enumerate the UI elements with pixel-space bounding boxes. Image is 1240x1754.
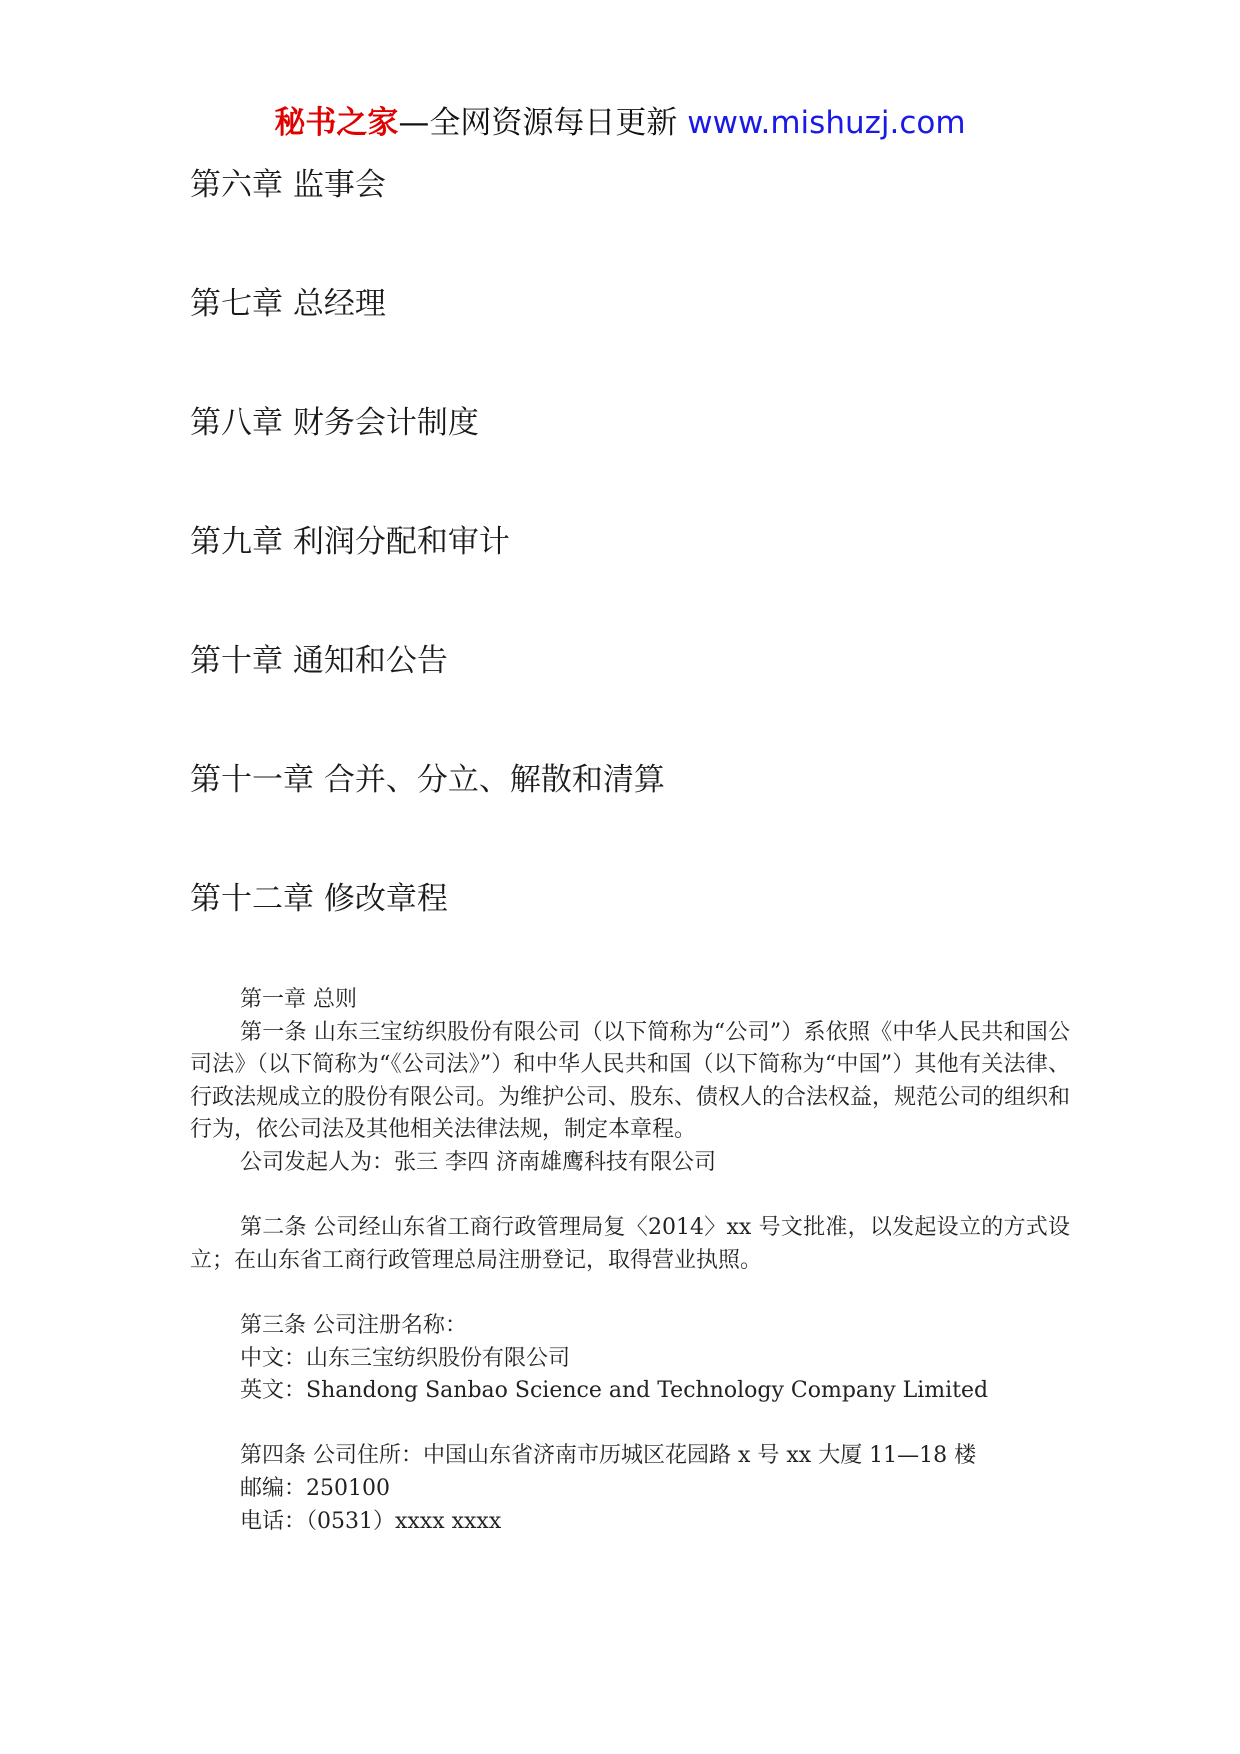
article-3-title: 第三条 公司注册名称： <box>240 1312 467 1338</box>
company-name-cn: 中文：山东三宝纺织股份有限公司 <box>240 1345 571 1371</box>
chapter1-title: 第一章 总则 <box>240 987 357 1012</box>
chapter-heading-8: 第八章 财务会计制度 <box>190 405 479 441</box>
header-tagline: —全网资源每日更新 <box>398 105 678 141</box>
spacer <box>190 1277 1070 1310</box>
chapter-heading-9: 第九章 利润分配和审计 <box>190 524 510 560</box>
header-brand: 秘书之家 <box>274 105 399 141</box>
founders-line: 公司发起人为：张三 李四 济南雄鹰科技有限公司 <box>240 1149 716 1175</box>
page-header <box>0 100 1240 146</box>
document-body <box>190 984 1070 1538</box>
spacer <box>190 1180 1070 1213</box>
postcode-line: 邮编：250100 <box>240 1475 390 1501</box>
chapter-heading-7: 第七章 总经理 <box>190 286 386 322</box>
article-4: 第四条 公司住所：中国山东省济南市历城区花园路 x 号 xx 大厦 11—18 楼 <box>240 1443 977 1469</box>
phone-line: 电话：（0531）xxxx xxxx <box>240 1508 502 1534</box>
chapter-heading-12: 第十二章 修改章程 <box>190 881 448 917</box>
article-2: 第二条 公司经山东省工商行政管理局复〈2014〉xx 号文批准，以发起设立的方式设立；在山东省工商行政管理总局注册登记，取得营业执照。 <box>190 1215 1070 1273</box>
article-1: 第一条 山东三宝纺织股份有限公司（以下简称为“公司”）系依照《中华人民共和国公司法》（以下简称为“《公司法》”）和中华人民共和国（以下简称为“中国”）其他有关法律、行政法规成立的股份有限公司。为维护公司、股东、债权人的合法权益，规范公司的组织和行为，依公司法及其他相关法律法规，制定本章程。 <box>190 1019 1071 1143</box>
chapter-heading-6: 第六章 监事会 <box>190 167 386 203</box>
chapter-heading-11: 第十一章 合并、分立、解散和清算 <box>190 762 665 798</box>
spacer <box>190 1408 1070 1441</box>
chapter-heading-10: 第十章 通知和公告 <box>190 643 448 679</box>
header-url-link[interactable]: www.mishuzj.com <box>687 105 966 141</box>
company-name-en: 英文：Shandong Sanbao Science and Technology Company Limited <box>240 1378 989 1404</box>
